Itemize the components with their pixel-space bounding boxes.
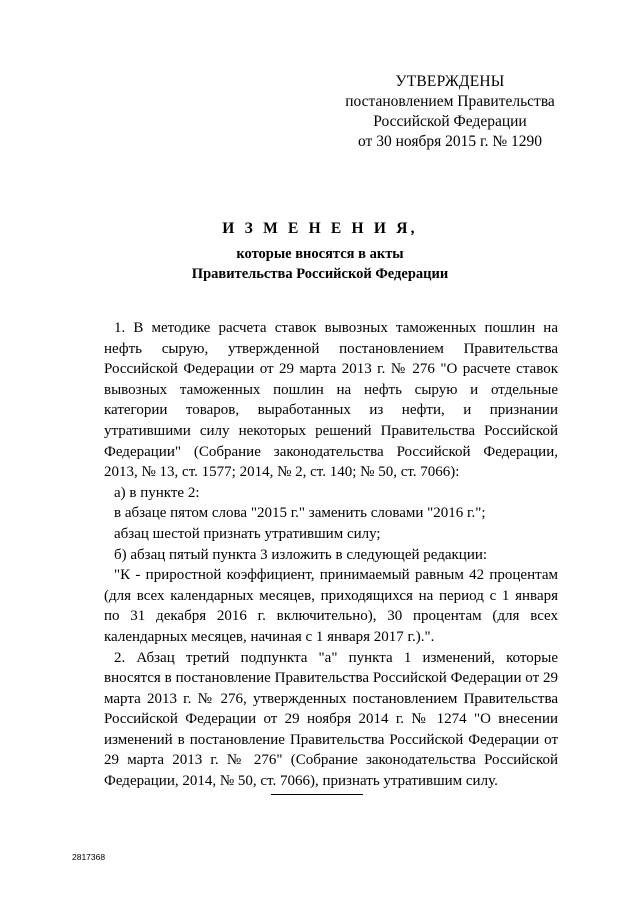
heading-subtitle: которые вносятся в акты [236,246,404,262]
approval-title: УТВЕРЖДЕНЫ [395,73,505,90]
separator-line [271,794,363,795]
paragraph-2: а) в пункте 2: [114,484,200,501]
approval-block [330,72,570,152]
paragraph-1: 1. В методике расчета ставок вывозных таможенных пошлин на нефть сырую, утвержденной постановлением Правительства Российской Федерации от 29 марта 2013 г. № 276 "О расчете ставок вывозных таможенных пошлин на нефть сырую и отдельные категории товаров, выработанных из нефти, и признании утратившими силу некоторых решений Правительства Российской Федерации" (Собрание законодательства Российской Федерации, 2013, № 13, ст. 1577; 2014, № 2, ст. 140; № 50, ст. 7066): [104,320,558,481]
paragraph-7: 2. Абзац третий подпункта "а" пункта 1 изменений, которые вносятся в постановление Правительства Российской Федерации от 29 марта 2013 г. № 276, утвержденных постановлением Правительства Российской Федерации от 29 ноября 2014 г. № 1274 "О внесении изменений в постановление Правительства Российской Федерации от 29 марта 2013 г. № 276" (Собрание законодательства Российской Федерации, 2014, № 50, ст. 7066), признать утратившим силу. [104,649,558,790]
document-body [104,318,558,792]
paragraph-6: "К - приростной коэффициент, принимаемый равным 42 процентам (для всех календарных месяцев, приходящихся на период с 1 января по 31 декабря 2016 г. включительно), 30 процентам (для всех календарных месяцев, начиная с 1 января 2017 г.).". [104,567,558,645]
document-heading [100,218,540,284]
paragraph-5: б) абзац пятый пункта 3 изложить в следующей редакции: [114,546,488,563]
paragraph-3: в абзаце пятом слова "2015 г." заменить словами "2016 г."; [114,505,486,522]
document-number: 2817368 [72,852,106,862]
approval-line: Российской Федерации [373,113,527,130]
approval-date-line: от 30 ноября 2015 г. № 1290 [358,133,542,150]
heading-title: И З М Е Н Е Н И Я, [222,220,418,237]
heading-subtitle: Правительства Российской Федерации [191,266,449,282]
paragraph-4: абзац шестой признать утратившим силу; [114,525,381,542]
approval-line: постановлением Правительства [345,93,555,110]
